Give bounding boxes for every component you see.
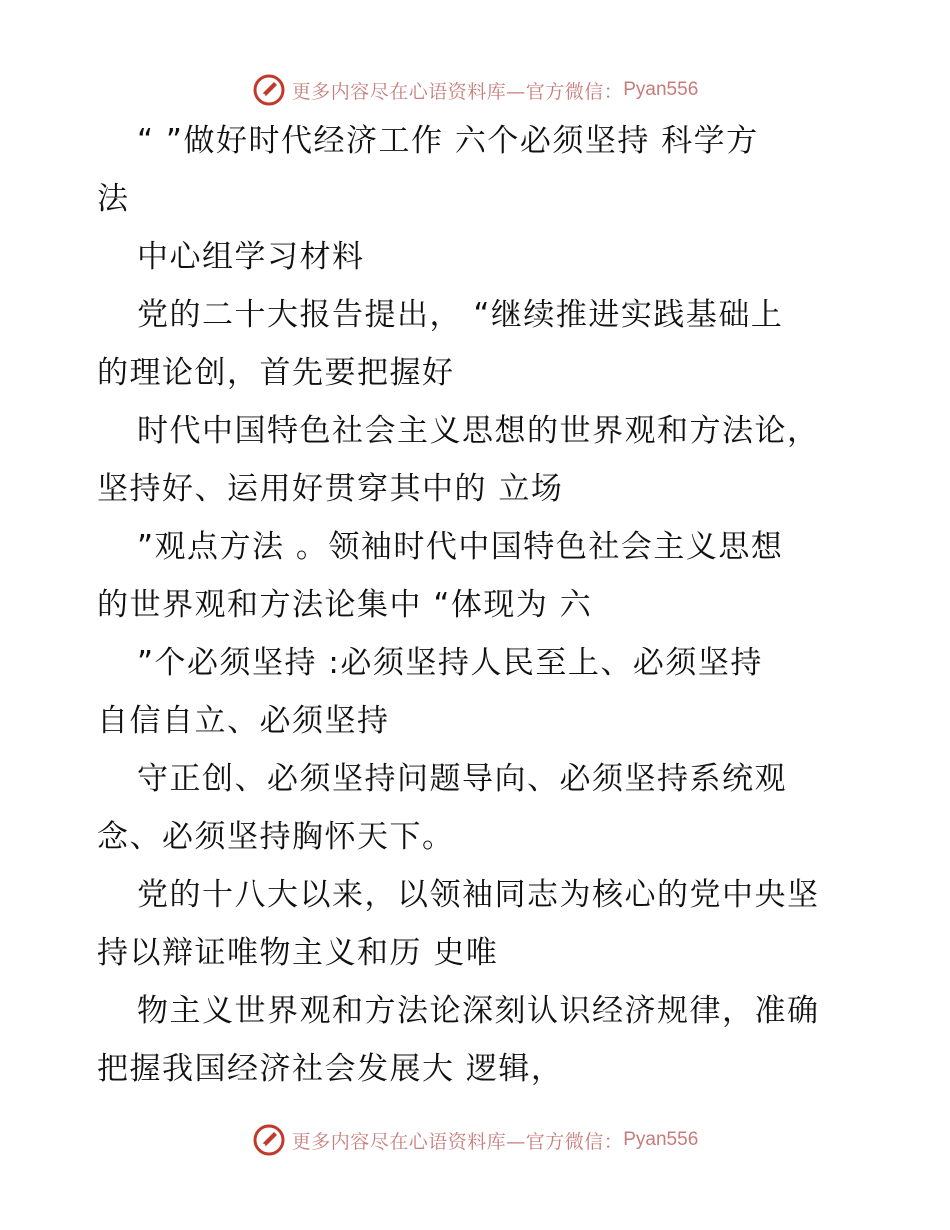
watermark-wechat-id: Pyan556: [623, 79, 699, 100]
header-watermark: [0, 70, 950, 110]
logo-icon: [252, 73, 286, 107]
text-line: 物主义世界观和方法论深刻认识经济规律，准确: [137, 993, 820, 1029]
text-line: 党的二十大报告提出， “继续推进实践基础上: [137, 297, 784, 333]
text-line: “ ”做好时代经济工作 六个必须坚持 科学方: [137, 123, 759, 159]
text-line: 念、必须坚持胸怀天下。: [97, 819, 455, 855]
watermark-text: 更多内容尽在心语资料库—官方微信：: [291, 1130, 624, 1153]
text-line: 守正创、必须坚持问题导向、必须坚持系统观: [137, 761, 787, 797]
watermark-text: 更多内容尽在心语资料库—官方微信：: [291, 80, 624, 103]
text-line: 自信自立、必须坚持: [97, 703, 390, 739]
document-body: [97, 112, 857, 1098]
text-line: 党的十八大以来，以领袖同志为核心的党中央坚: [137, 877, 820, 913]
text-line: ”个必须坚持 :必须坚持人民至上、必须坚持: [137, 645, 763, 681]
text-line: 的世界观和方法论集中 “体现为 六: [97, 587, 593, 623]
footer-watermark: [0, 1120, 950, 1160]
text-line: ”观点方法 。领袖时代中国特色社会主义思想: [137, 529, 784, 565]
text-line: 持以辩证唯物主义和历 史唯: [97, 935, 499, 971]
text-line: 把握我国经济社会发展大 逻辑，: [97, 1051, 564, 1087]
text-line: 时代中国特色社会主义思想的世界观和方法论，: [137, 413, 820, 449]
text-line: 的理论创，首先要把握好: [97, 355, 455, 391]
watermark-wechat-id: Pyan556: [623, 1129, 699, 1150]
text-line: 法: [97, 181, 130, 217]
text-line: 中心组学习材料: [137, 239, 365, 275]
text-line: 坚持好、运用好贯穿其中的 立场: [97, 471, 564, 507]
logo-icon: [252, 1123, 286, 1157]
